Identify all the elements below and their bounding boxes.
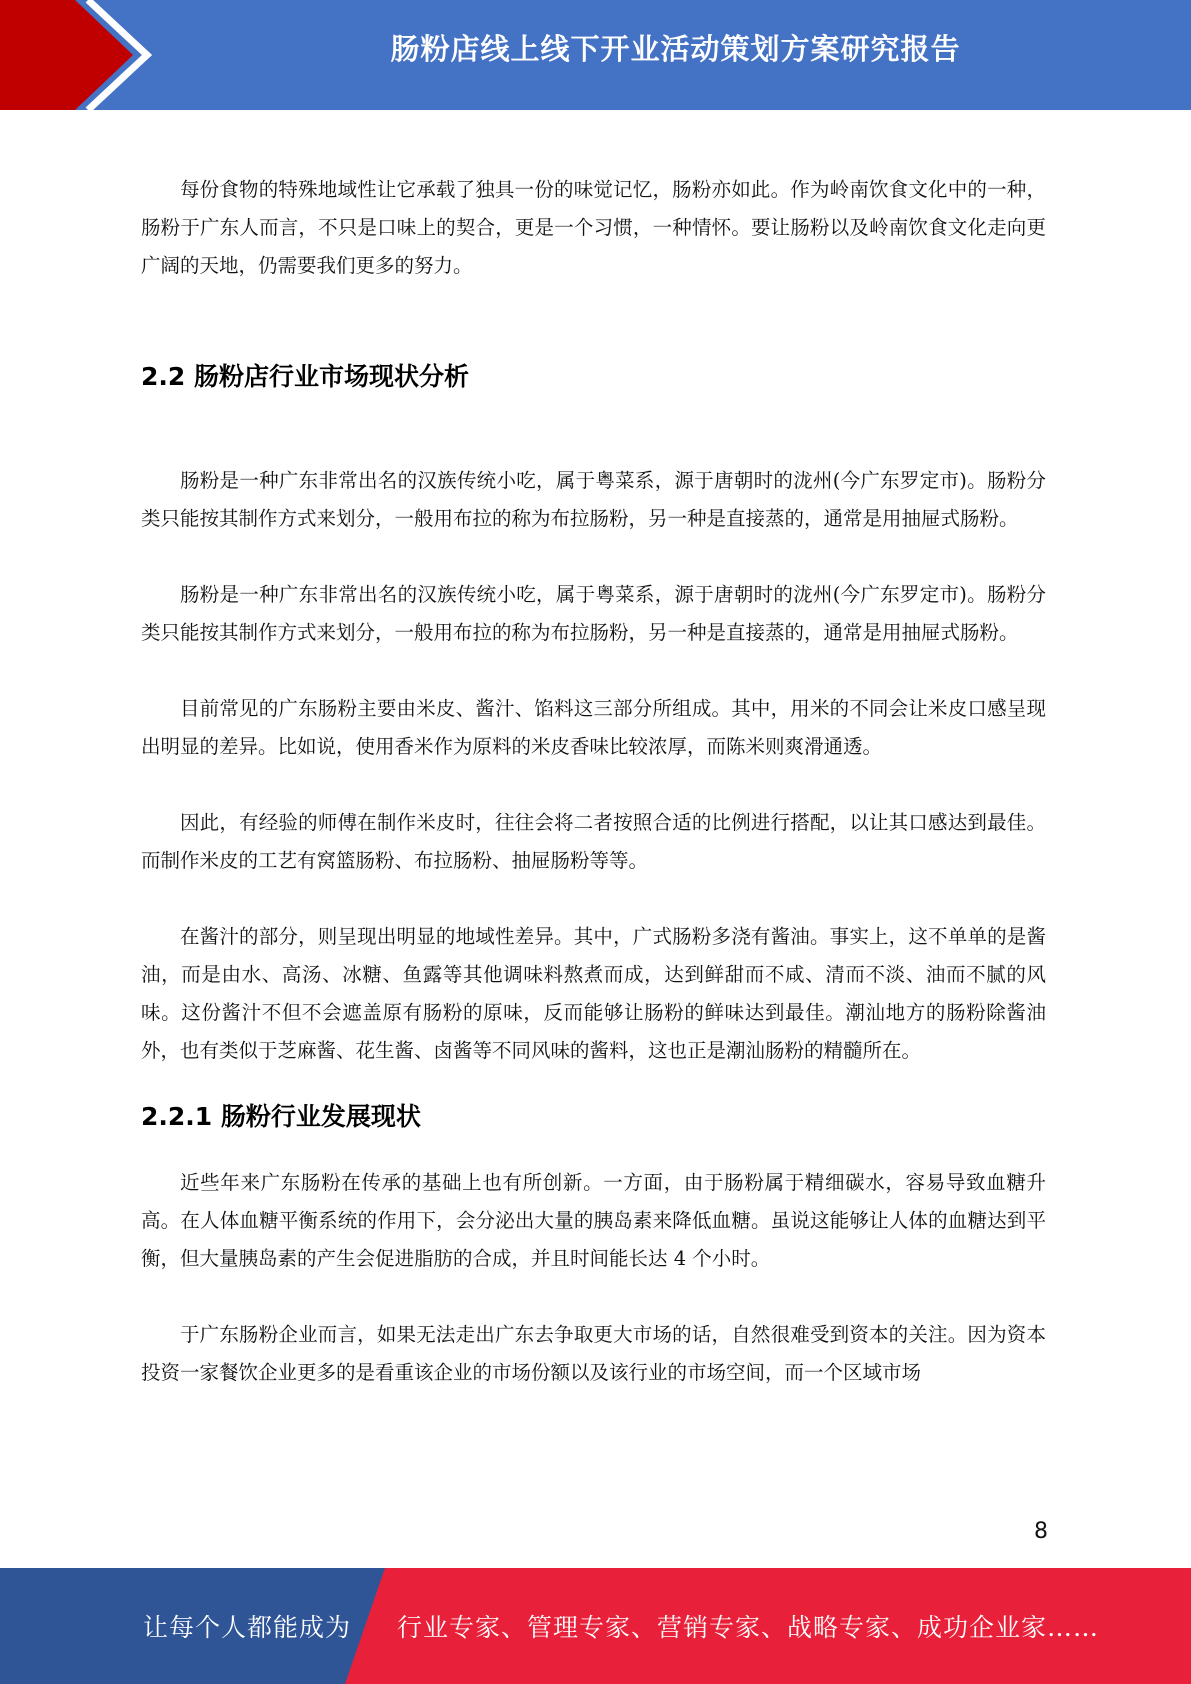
body-paragraph-5: 因此，有经验的师傅在制作米皮时，往往会将二者按照合适的比例进行搭配，以让其口感达到最佳。而制作米皮的工艺有窝篮肠粉、布拉肠粉、抽屉肠粉等等。: [141, 811, 1046, 872]
footer-slogan-lead: 让每个人都能成为: [143, 1613, 352, 1642]
page-header: [0, 0, 1191, 110]
section-heading-2-2-1: 2.2.1 肠粉行业发展现状: [141, 1102, 421, 1131]
body-paragraph-6: 在酱汁的部分，则呈现出明显的地域性差异。其中，广式肠粉多浇有酱油。事实上，这不单单的是酱油，而是由水、高汤、冰糖、鱼露等其他调味料熬煮而成，达到鲜甜而不咸、清而不淡、油而不腻的风味。这份酱汁不但不会遮盖原有肠粉的原味，反而能够让肠粉的鲜味达到最佳。潮汕地方的肠粉除酱油外，也有类似于芝麻酱、花生酱、卤酱等不同风味的酱料，这也正是潮汕肠粉的精髓所在。: [141, 925, 1046, 1062]
section-heading-2-2: 2.2 肠粉店行业市场现状分析: [141, 362, 469, 391]
document-body: [141, 171, 1046, 1392]
header-chevron-decoration: [0, 0, 200, 110]
footer-slogan-roles: 行业专家、管理专家、营销专家、战略专家、成功企业家……: [397, 1613, 1100, 1642]
header-red-chevron: [0, 0, 133, 110]
document-title: 肠粉店线上线下开业活动策划方案研究报告: [390, 32, 961, 66]
page-footer: [0, 1568, 1191, 1684]
body-paragraph-8: 于广东肠粉企业而言，如果无法走出广东去争取更大市场的话，自然很难受到资本的关注。因为资本投资一家餐饮企业更多的是看重该企业的市场份额以及该行业的市场空间，而一个区域市场: [141, 1323, 1046, 1384]
body-paragraph-2: 肠粉是一种广东非常出名的汉族传统小吃，属于粤菜系，源于唐朝时的泷州(今广东罗定市)。肠粉分类只能按其制作方式来划分，一般用布拉的称为布拉肠粉，另一种是直接蒸的，通常是用抽屉式肠粉。: [141, 469, 1046, 530]
body-paragraph-3: 肠粉是一种广东非常出名的汉族传统小吃，属于粤菜系，源于唐朝时的泷州(今广东罗定市)。肠粉分类只能按其制作方式来划分，一般用布拉的称为布拉肠粉，另一种是直接蒸的，通常是用抽屉式肠粉。: [141, 583, 1046, 644]
body-paragraph-4: 目前常见的广东肠粉主要由米皮、酱汁、馅料这三部分所组成。其中，用米的不同会让米皮口感呈现出明显的差异。比如说，使用香米作为原料的米皮香味比较浓厚，而陈米则爽滑通透。: [141, 697, 1046, 758]
body-paragraph-1: 每份食物的特殊地域性让它承载了独具一份的味觉记忆，肠粉亦如此。作为岭南饮食文化中的一种，肠粉于广东人而言，不只是口味上的契合，更是一个习惯，一种情怀。要让肠粉以及岭南饮食文化走向更广阔的天地，仍需要我们更多的努力。: [141, 178, 1046, 277]
page-number: 8: [1034, 1519, 1048, 1544]
body-paragraph-7: 近些年来广东肠粉在传承的基础上也有所创新。一方面，由于肠粉属于精细碳水，容易导致血糖升高。在人体血糖平衡系统的作用下，会分泌出大量的胰岛素来降低血糖。虽说这能够让人体的血糖达到平衡，但大量胰岛素的产生会促进脂肪的合成，并且时间能长达 4 个小时。: [141, 1171, 1046, 1270]
